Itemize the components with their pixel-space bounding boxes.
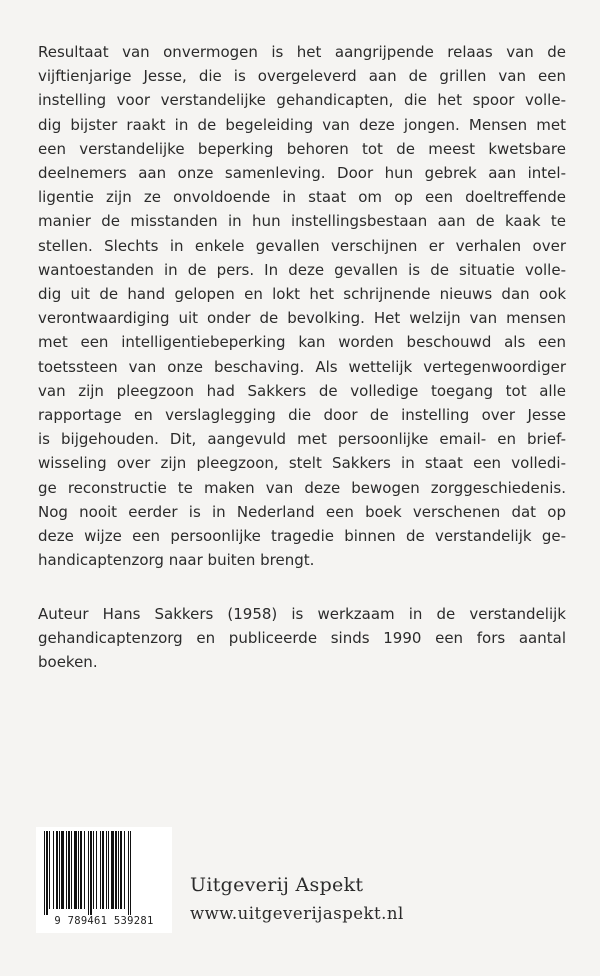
barcode-bar	[56, 831, 58, 909]
author-bio-line: Auteur Hans Sakkers (1958) is werkzaam in de verstandelijk	[38, 605, 566, 623]
barcode-bar	[108, 831, 109, 909]
barcode-bar	[90, 831, 92, 915]
barcode-bar	[118, 831, 119, 909]
barcode-bar	[59, 831, 60, 909]
barcode-bar	[44, 831, 45, 915]
barcode-bar	[68, 831, 70, 909]
synopsis-line: Resultaat van onvermogen is het aangrijpende relaas van de	[38, 43, 566, 61]
barcode-bar	[80, 831, 82, 909]
barcode-bar	[96, 831, 97, 909]
publisher-name: Uitgeverij Aspekt	[190, 874, 364, 896]
synopsis-line: deze wijze een persoonlijke tragedie binnen de verstandelijk ge-	[38, 527, 566, 546]
barcode-bar	[53, 831, 54, 909]
synopsis-line: manier de misstanden in hun instellingsbestaan aan de kaak te	[38, 212, 566, 231]
publisher-website: www.uitgeverijaspekt.nl	[190, 904, 404, 923]
barcode-bar	[46, 831, 48, 915]
barcode-bar	[61, 831, 64, 909]
author-bio-line: boeken.	[38, 653, 98, 672]
synopsis-text	[38, 40, 566, 572]
author-bio	[38, 602, 566, 675]
barcode-bar	[84, 831, 85, 909]
barcode-bar	[49, 831, 50, 909]
barcode-bar	[66, 831, 67, 909]
barcode-bars	[42, 831, 166, 915]
synopsis-line: wisseling over zijn pleegzoon, stelt Sakkers in staat een volledi-	[38, 454, 566, 473]
synopsis-line: dig bijster raakt in de begeleiding van deze jongen. Mensen met	[38, 115, 566, 134]
synopsis-line: Nog nooit eerder is in Nederland een boek verschenen dat op	[38, 502, 566, 521]
synopsis-line: dig uit de hand gelopen en lokt het schrijnende nieuws dan ook	[38, 285, 566, 304]
synopsis-line: ge reconstructie te maken van deze bewogen zorggeschiedenis.	[38, 478, 566, 497]
barcode-bar	[128, 831, 129, 915]
barcode-bar	[88, 831, 89, 915]
barcode-bar	[100, 831, 101, 909]
synopsis-line: rapportage en verslaglegging die door de instelling over Jesse	[38, 406, 566, 425]
barcode-bar	[111, 831, 114, 909]
barcode-bar	[93, 831, 94, 909]
barcode-bar	[74, 831, 77, 909]
barcode-bar	[130, 831, 131, 915]
synopsis-line: is bijgehouden. Dit, aangevuld met persoonlijke email- en brief-	[38, 430, 566, 449]
synopsis-line: handicaptenzorg naar buiten brengt.	[38, 551, 315, 570]
synopsis-line: deelnemers aan onze samenleving. Door hun gebrek aan intel-	[38, 164, 566, 183]
isbn-number: 9 789461 539281	[54, 915, 154, 927]
synopsis-line: verontwaardiging uit onder de bevolking. Het welzijn van mensen	[38, 309, 566, 328]
barcode-bar	[71, 831, 72, 909]
barcode-bar	[120, 831, 122, 909]
synopsis-line: ligentie zijn ze onvoldoende in staat om op een doeltreffende	[38, 188, 566, 207]
synopsis-line: toetssteen van onze beschaving. Als wettelijk vertegenwoordiger	[38, 357, 566, 376]
synopsis-line: van zijn pleegzoon had Sakkers de volledige toegang tot alle	[38, 381, 566, 400]
synopsis-line: wantoestanden in de pers. In deze gevallen is de situatie volle-	[38, 260, 566, 279]
barcode-bar	[102, 831, 104, 909]
synopsis-line: stellen. Slechts in enkele gevallen verschijnen er verhalen over	[38, 236, 566, 255]
author-bio-line: gehandicaptenzorg en publiceerde sinds 1990 een fors aantal	[38, 629, 566, 648]
barcode-bar	[124, 831, 125, 909]
synopsis-line: instelling voor verstandelijke gehandicapten, die het spoor volle-	[38, 91, 566, 110]
barcode-bar	[78, 831, 79, 909]
synopsis-line: een verstandelijke beperking behoren tot de meest kwetsbare	[38, 139, 566, 158]
synopsis-line: vijftienjarige Jesse, die is overgeleverd aan de grillen van een	[38, 67, 566, 86]
isbn-barcode	[36, 827, 172, 933]
barcode-bar	[106, 831, 107, 909]
synopsis-line: met een intelligentiebeperking kan worden beschouwd als een	[38, 333, 566, 352]
barcode-bar	[115, 831, 117, 909]
